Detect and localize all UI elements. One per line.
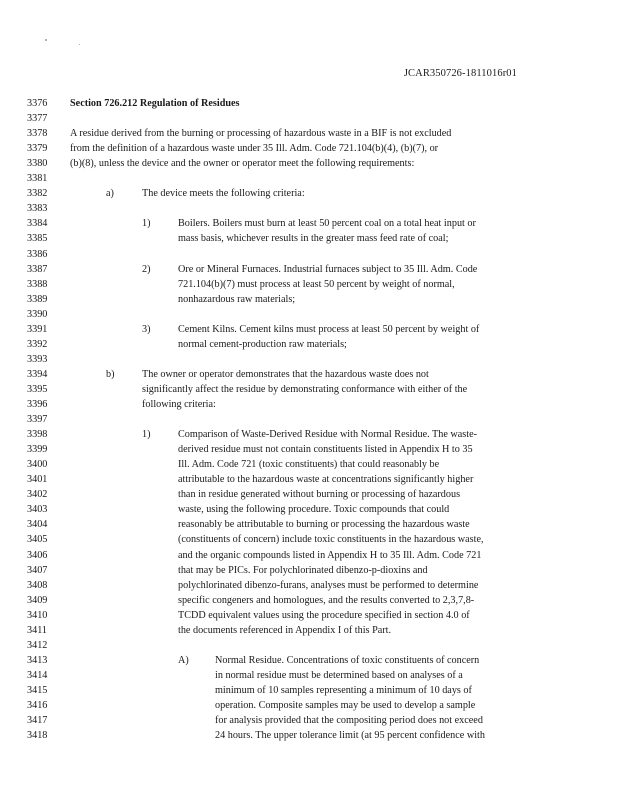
list-label: 1) [142, 218, 151, 230]
line-text: specific congeners and homologues, and the results converted to 2,3,7,8- [178, 594, 475, 606]
line-text: significantly affect the residue by demonstrating conformance with either of the [142, 383, 468, 395]
document-line [0, 217, 618, 231]
line-number: 3382 [27, 188, 48, 200]
line-number: 3413 [27, 654, 48, 666]
line-number: 3389 [27, 293, 48, 305]
line-text: than in residue generated without burning or processing of hazardous [178, 489, 461, 501]
line-text: the documents referenced in Appendix I of this Part. [178, 624, 392, 636]
document-line [0, 293, 618, 307]
document-line [0, 142, 618, 156]
line-text: normal cement-production raw materials; [178, 338, 347, 350]
line-text: from the definition of a hazardous waste under 35 Ill. Adm. Code 721.104(b)(4), (b)(7), or [70, 143, 439, 155]
document-line [0, 533, 618, 547]
line-text: (constituents of concern) include toxic constituents in the hazardous waste, [178, 534, 484, 546]
document-line [0, 97, 618, 111]
document-line [0, 127, 618, 141]
scan-speck [79, 44, 80, 45]
line-text: operation. Composite samples may be used to develop a sample [215, 700, 476, 711]
line-number: 3377 [27, 113, 48, 125]
document-line [0, 729, 618, 743]
line-number: 3418 [27, 730, 48, 742]
line-number: 3394 [27, 368, 48, 380]
line-number: 3416 [27, 700, 48, 711]
list-label: A) [178, 654, 189, 666]
line-number: 3404 [27, 519, 48, 531]
document-line [0, 488, 618, 502]
line-number: 3388 [27, 278, 48, 290]
line-number: 3380 [27, 158, 48, 170]
line-number: 3411 [27, 624, 47, 636]
line-number: 3384 [27, 218, 48, 230]
document-line [0, 609, 618, 623]
line-text: Comparison of Waste-Derived Residue with Normal Residue. The waste- [178, 429, 477, 441]
document-line [0, 564, 618, 578]
document-line [0, 699, 618, 713]
list-label: b) [106, 368, 115, 380]
line-text: 24 hours. The upper tolerance limit (at 95 percent confidence with [215, 730, 485, 742]
line-number: 3405 [27, 534, 48, 546]
document-line [0, 157, 618, 171]
document-line [0, 278, 618, 292]
document-line [0, 232, 618, 246]
line-number: 3383 [27, 203, 48, 215]
line-number: 3393 [27, 353, 48, 365]
line-number: 3414 [27, 669, 48, 681]
document-line [0, 368, 618, 382]
line-number: 3398 [27, 429, 48, 441]
line-number: 3410 [27, 609, 48, 621]
line-text: waste, using the following procedure. Toxic compounds that could [178, 504, 450, 516]
document-line [0, 714, 618, 728]
line-text: Cement Kilns. Cement kilns must process at least 50 percent by weight of [178, 323, 480, 335]
document-line [0, 263, 618, 277]
line-text: 721.104(b)(7) must process at least 50 percent by weight of normal, [178, 278, 455, 290]
section-heading: Section 726.212 Regulation of Residues [70, 98, 240, 109]
document-id: JCAR350726-1811016r01 [403, 68, 517, 79]
document-line [0, 669, 618, 683]
line-text: Normal Residue. Concentrations of toxic constituents of concern [215, 654, 480, 666]
document-line [0, 443, 618, 457]
line-number: 3406 [27, 549, 48, 561]
line-number: 3395 [27, 383, 48, 395]
document-line [0, 413, 618, 427]
document-line [0, 202, 618, 216]
line-number: 3400 [27, 459, 48, 471]
line-text: mass basis, whichever results in the greater mass feed rate of coal; [178, 233, 449, 245]
line-text: minimum of 10 samples representing a minimum of 10 days of [215, 684, 472, 696]
list-label: a) [106, 188, 114, 200]
list-label: 3) [142, 323, 151, 335]
line-text: derived residue must not contain constituents listed in Appendix H to 35 [178, 444, 473, 456]
document-line [0, 323, 618, 337]
line-number: 3385 [27, 233, 48, 245]
line-number: 3412 [27, 639, 48, 651]
line-number: 3401 [27, 474, 48, 486]
line-text: polychlorinated dibenzo-furans, analyses must be performed to determine [178, 579, 479, 591]
line-number: 3381 [27, 173, 48, 185]
line-number: 3396 [27, 399, 48, 410]
line-text: Ill. Adm. Code 721 (toxic constituents) that could reasonably be [178, 459, 440, 471]
document-line [0, 398, 618, 412]
line-text: The device meets the following criteria: [142, 188, 305, 200]
document-line [0, 187, 618, 201]
line-text: and the organic compounds listed in Appendix H to 35 Ill. Adm. Code 721 [178, 549, 482, 561]
document-line [0, 579, 618, 593]
line-text: that may be PICs. For polychlorinated dibenzo-p-dioxins and [178, 564, 428, 576]
line-number: 3399 [27, 444, 48, 456]
line-text: (b)(8), unless the device and the owner or operator meet the following requirements: [70, 158, 415, 170]
line-number: 3390 [27, 308, 48, 320]
document-line [0, 518, 618, 532]
line-number: 3408 [27, 579, 48, 591]
line-number: 3402 [27, 489, 48, 501]
document-line [0, 383, 618, 397]
document-line [0, 172, 618, 186]
line-number: 3415 [27, 684, 48, 696]
line-number: 3407 [27, 564, 48, 576]
document-line [0, 549, 618, 563]
line-text: nonhazardous raw materials; [178, 293, 296, 305]
line-number: 3376 [27, 98, 48, 109]
document-line [0, 428, 618, 442]
document-line [0, 473, 618, 487]
line-number: 3386 [27, 248, 48, 260]
document-line [0, 458, 618, 472]
document-line [0, 112, 618, 126]
line-text: The owner or operator demonstrates that the hazardous waste does not [142, 368, 429, 380]
document-line [0, 624, 618, 638]
line-text: Ore or Mineral Furnaces. Industrial furnaces subject to 35 Ill. Adm. Code [178, 263, 478, 275]
document-line [0, 308, 618, 322]
line-text: in normal residue must be determined based on analyses of a [215, 669, 463, 681]
line-number: 3378 [27, 128, 48, 140]
list-label: 1) [142, 429, 151, 441]
document-line [0, 639, 618, 653]
line-text: following criteria: [142, 399, 216, 410]
line-number: 3391 [27, 323, 48, 335]
line-text: TCDD equivalent values using the procedure specified in section 4.0 of [178, 609, 470, 621]
document-line [0, 503, 618, 517]
line-number: 3392 [27, 338, 48, 350]
scan-speck [45, 39, 47, 41]
line-number: 3417 [27, 715, 48, 727]
line-number: 3387 [27, 263, 48, 275]
list-label: 2) [142, 263, 151, 275]
line-text: reasonably be attributable to burning or processing the hazardous waste [178, 519, 470, 531]
document-line [0, 594, 618, 608]
line-number: 3379 [27, 143, 48, 155]
line-number: 3397 [27, 414, 48, 426]
document-line [0, 684, 618, 698]
document-line [0, 248, 618, 262]
line-number: 3403 [27, 504, 48, 516]
line-text: A residue derived from the burning or processing of hazardous waste in a BIF is not excluded [70, 128, 452, 140]
line-number: 3409 [27, 594, 48, 606]
line-text: for analysis provided that the compositing period does not exceed [215, 715, 483, 727]
document-line [0, 353, 618, 367]
line-text: Boilers. Boilers must burn at least 50 percent coal on a total heat input or [178, 218, 476, 230]
document-line [0, 338, 618, 352]
line-text: attributable to the hazardous waste at concentrations significantly higher [178, 474, 474, 486]
document-line [0, 654, 618, 668]
